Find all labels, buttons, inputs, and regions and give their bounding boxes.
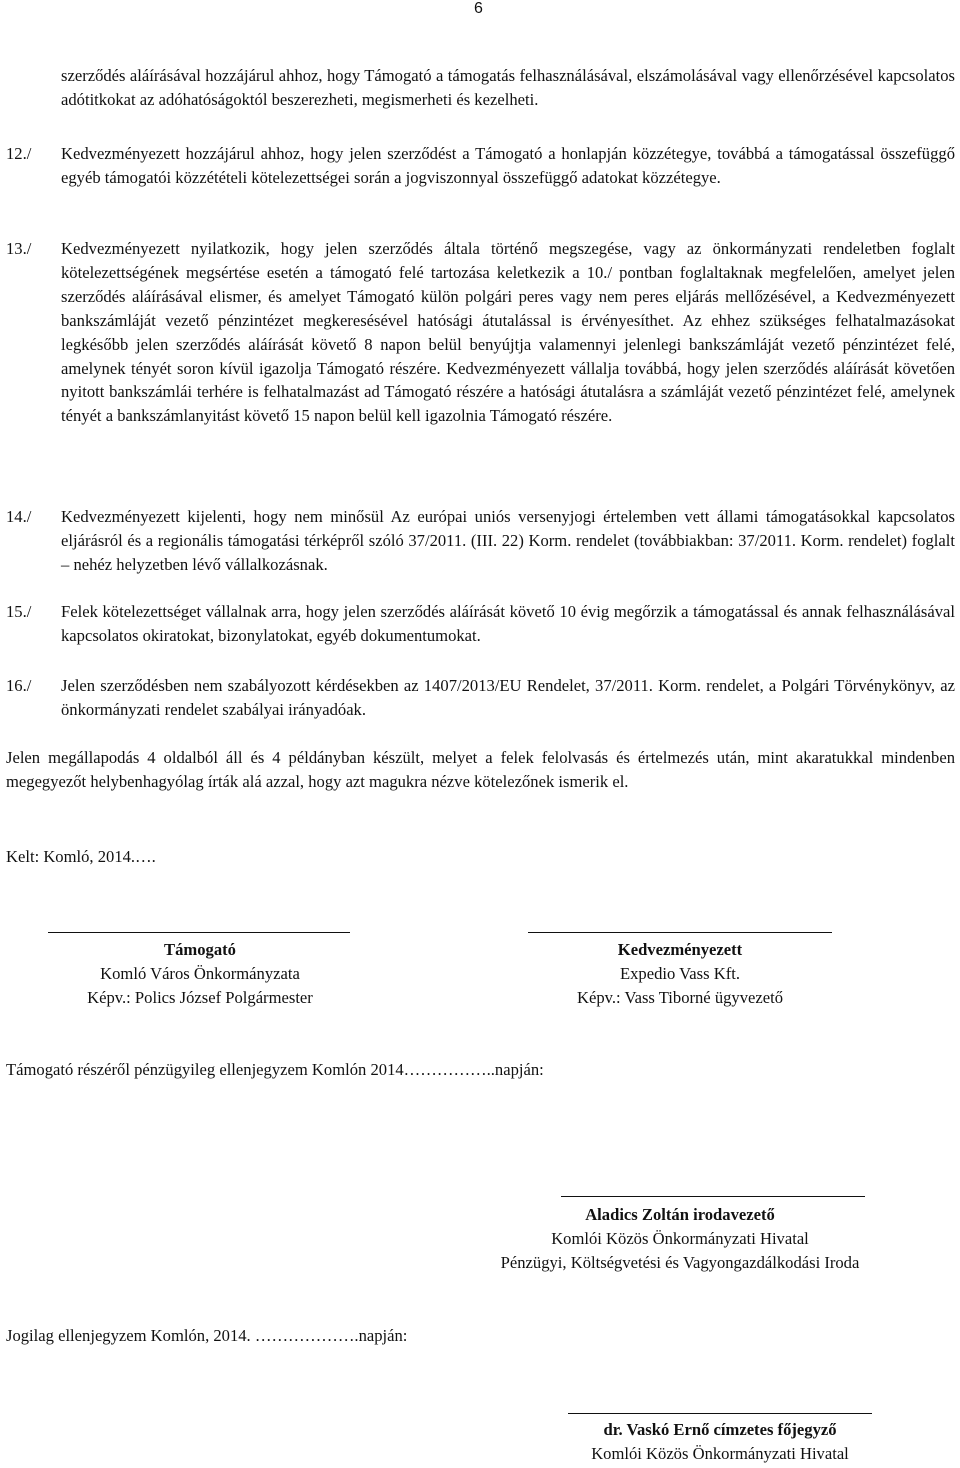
- item-text-12: Kedvezményezett hozzájárul ahhoz, hogy jelen szerződést a Támogató a honlapján közzétegye, továbbá a támogatással összefüggő egyéb támogatói közzétételi kötelezettségei során a jogviszonnyal összefüggő adatokat közzétegye.: [61, 144, 955, 187]
- financial-signer-name: Aladics Zoltán irodavezető: [585, 1205, 775, 1224]
- item-number-14: 14./: [6, 507, 32, 526]
- item-number-16: 16./: [6, 676, 32, 695]
- right-signature-title: Kedvezményezett: [617, 940, 743, 959]
- left-signature-line: [48, 932, 350, 933]
- financial-countersign-note: Támogató részéről pénzügyileg ellenjegyzem Komlón 2014……………..napján:: [6, 1060, 544, 1079]
- left-signature-title: Támogató: [164, 940, 236, 959]
- item-text-13: Kedvezményezett nyilatkozik, hogy jelen szerződés általa történő megszegése, vagy az önkormányzati rendeletben foglalt kötelezettségének megsértése esetén a támogató felé tartozása keletkezik a 10./ pontban foglaltaknak megfelelően, amelyet jelen szerződés aláírásával elismer, és amelyet Támogató külön polgári peres vagy nem peres eljárás mellőzésével, a Kedvezményezett bankszámláját vezető pénzintézet megkeresésével hatósági átutalással is érvényesíthet. Az ehhez szükséges felhatalmazásokat legkésőbb jelen szerződés aláírását követő 8 napon belül benyújtja valamennyi jelenlegi bankszámláját vezető pénzintézet felé, amelynek tényét soron kívül igazolja Támogató részére. Kedvezményezett vállalja továbbá, hogy jelen szerződés aláírását követően nyitott bankszámlái terhére is felhatalmazást ad Támogató részére a hatósági átutalásra a számláját vezető pénzintézet felé, amelynek tényét a bankszámlanyitást követő 15 napon belül kell igazolnia Támogató részére.: [61, 239, 955, 426]
- legal-signer-block: [520, 1418, 920, 1466]
- item-text-16: Jelen szerződésben nem szabályozott kérdésekben az 1407/2013/EU Rendelet, 37/2011. Korm. rendelet, a Polgári Törvénykönyv, az önkormányzati rendelet szabályai irányadóak.: [61, 676, 955, 719]
- intro-paragraph: szerződés aláírásával hozzájárul ahhoz, hogy Támogató a támogatás felhasználásával, elszámolásával vagy ellenőrzésével kapcsolatos adótitkokat az adóhatóságoktól beszerezheti, megismerheti és kezelheti.: [61, 66, 955, 109]
- financial-signer-dept: Pénzügyi, Költségvetési és Vagyongazdálkodási Iroda: [500, 1252, 860, 1272]
- item-number-12: 12./: [6, 144, 32, 163]
- financial-signer-org: Komlói Közös Önkormányzati Hivatal: [551, 1228, 809, 1248]
- item-number-15: 15./: [6, 602, 32, 621]
- left-signature-rep: Képv.: Polics József Polgármester: [87, 987, 313, 1007]
- financial-signer-block: [440, 1203, 920, 1275]
- financial-signature-line: [561, 1196, 865, 1197]
- closing-paragraph: Jelen megállapodás 4 oldalból áll és 4 példányban készült, melyet a felek felolvasás és értelmezés után, mint akaratukkal mindenben megegyezőt helybenhagyólag írták alá azzal, hogy azt magukra nézve kötelezőnek ismerik el.: [6, 748, 955, 791]
- kelt-date: Kelt: Komló, 2014.….: [6, 847, 156, 866]
- left-signature-org: Komló Város Önkormányzata: [100, 963, 300, 983]
- legal-signature-line: [568, 1413, 872, 1414]
- legal-signer-org: Komlói Közös Önkormányzati Hivatal: [591, 1443, 849, 1463]
- item-text-14: Kedvezményezett kijelenti, hogy nem minősül Az európai uniós versenyjogi értelemben vett állami támogatásokkal kapcsolatos eljárásról és a regionális támogatási térképről szóló 37/2011. (III. 22) Korm. rendelet (továbbiakban: 37/2011. Korm. rendelet) foglalt – nehéz helyzetben lévő vállalkozásnak.: [61, 507, 955, 574]
- right-signature-line: [528, 932, 832, 933]
- right-signature-org: Expedio Vass Kft.: [620, 963, 740, 983]
- item-text-15: Felek kötelezettséget vállalnak arra, hogy jelen szerződés aláírását követő 10 évig megőrzik a támogatással és annak felhasználásával kapcsolatos okiratokat, bizonylatokat, egyéb dokumentumokat.: [61, 602, 955, 645]
- legal-countersign-note: Jogilag ellenjegyzem Komlón, 2014. ……………….napján:: [6, 1326, 408, 1345]
- right-signature-rep: Képv.: Vass Tiborné ügyvezető: [576, 987, 784, 1007]
- page-number: 6: [474, 0, 483, 17]
- item-number-13: 13./: [6, 239, 32, 258]
- left-signature-block: [20, 938, 380, 1010]
- right-signature-block: [495, 938, 865, 1010]
- legal-signer-name: dr. Vaskó Ernő címzetes főjegyző: [603, 1420, 837, 1439]
